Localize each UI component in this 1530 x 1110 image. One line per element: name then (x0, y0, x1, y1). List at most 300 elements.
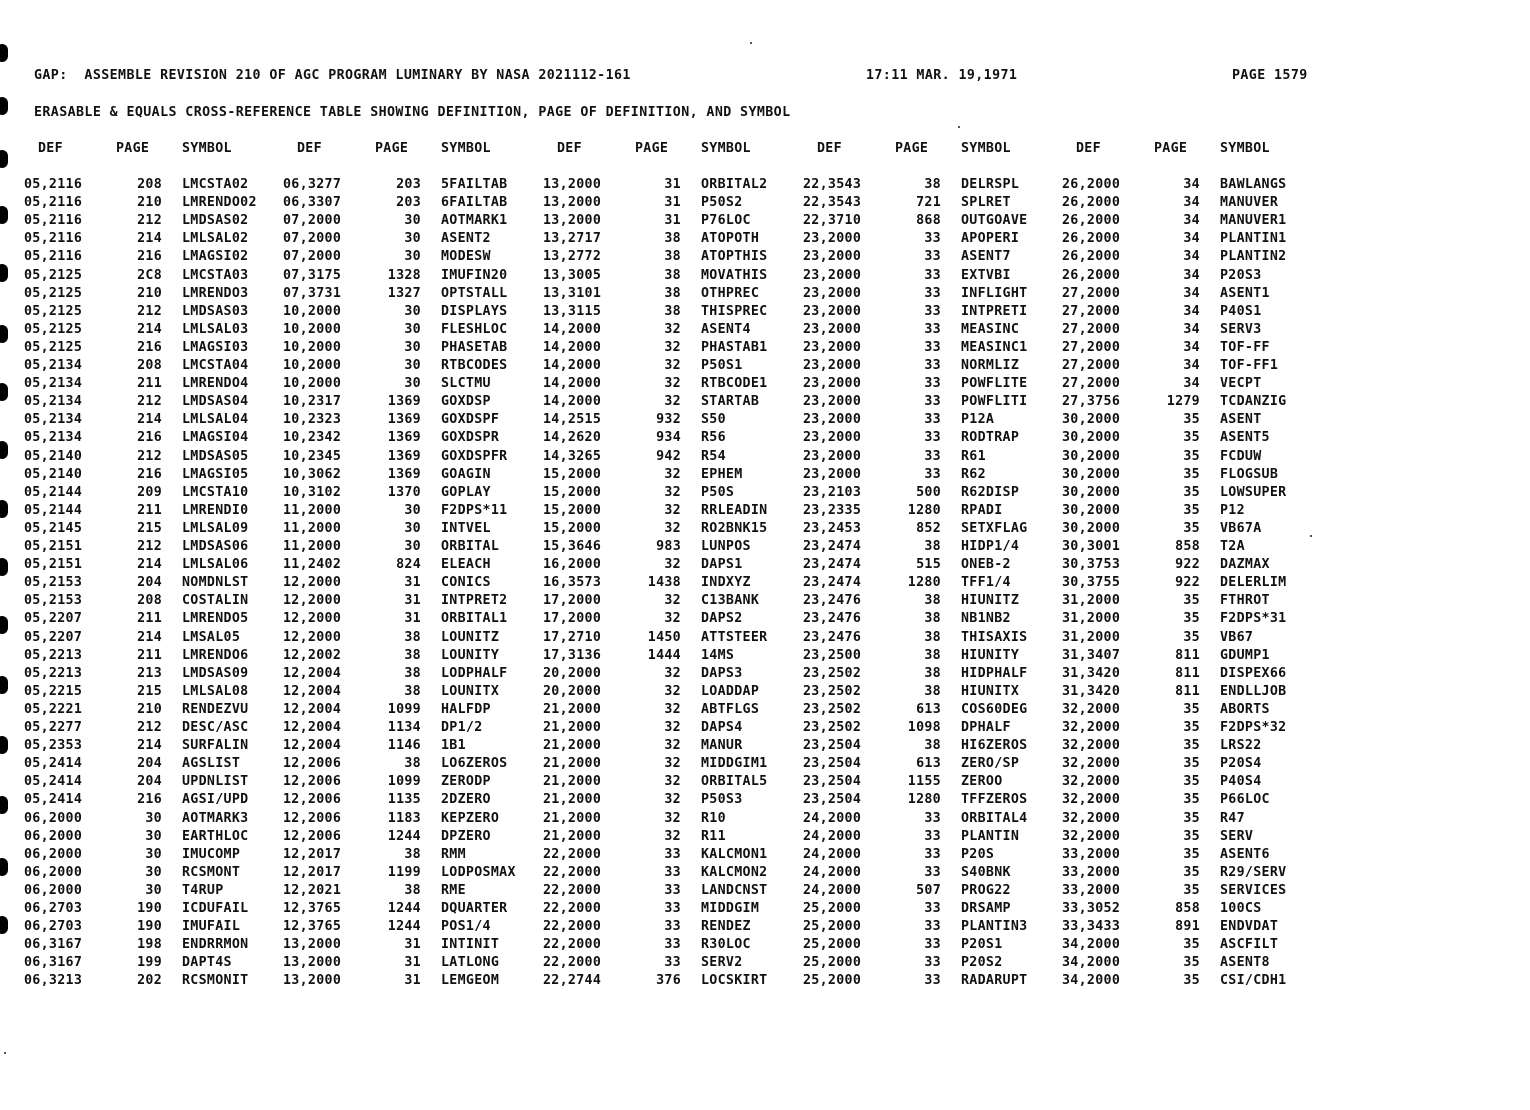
def-cell: 05,2151 (24, 557, 83, 573)
symbol-cell: P20S3 (1220, 267, 1262, 283)
page-cell: 204 (137, 575, 162, 591)
page-cell: 613 (916, 701, 941, 717)
def-cell: 21,2000 (543, 738, 602, 754)
page-cell: 33 (924, 249, 941, 265)
page-cell: 212 (137, 394, 162, 410)
def-cell: 27,2000 (1062, 285, 1121, 301)
symbol-cell: POWFLITE (961, 376, 1028, 392)
symbol-cell: R62 (961, 466, 986, 482)
page-cell: 613 (916, 756, 941, 772)
page-cell: 34 (1183, 195, 1200, 211)
page-cell: 1134 (387, 720, 421, 735)
symbol-cell: MODESW (441, 249, 491, 265)
symbol-cell: ENDRRMON (182, 937, 249, 953)
symbol-cell: POS1/4 (441, 919, 491, 935)
page-cell: 1098 (907, 720, 941, 735)
page-cell: 35 (1183, 412, 1200, 428)
page-cell: 32 (664, 339, 681, 355)
page-cell: 31 (664, 195, 681, 211)
def-cell: 14,2000 (543, 339, 602, 355)
symbol-cell: RTBCODE1 (701, 376, 768, 392)
def-cell: 23,2474 (803, 557, 862, 573)
def-cell: 23,2504 (803, 792, 862, 808)
page-cell: 1450 (647, 629, 681, 645)
symbol-cell: 14MS (701, 647, 735, 663)
page-cell: 1444 (647, 647, 681, 663)
symbol-cell: HIUNITY (961, 647, 1020, 663)
def-cell: 06,2000 (24, 828, 83, 844)
def-cell: 26,2000 (1062, 177, 1121, 192)
page-cell: 1327 (387, 285, 421, 301)
def-cell: 05,2215 (24, 683, 83, 699)
def-cell: 30,2000 (1062, 520, 1121, 536)
def-cell: 13,2000 (283, 937, 342, 953)
symbol-cell: RCSMONT (182, 864, 241, 880)
def-cell: 12,2004 (283, 683, 342, 699)
symbol-cell: EXTVBI (961, 267, 1011, 283)
symbol-cell: INTINIT (441, 937, 500, 953)
def-cell: 23,2500 (803, 647, 862, 663)
column-header-symbol: SYMBOL (961, 141, 1011, 156)
page-cell: 38 (664, 303, 681, 319)
symbol-cell: LMLSAL06 (182, 557, 249, 573)
page-cell: 30 (404, 303, 421, 319)
page-cell: 1279 (1166, 394, 1200, 410)
page-cell: 34 (1183, 231, 1200, 247)
symbol-cell: RADARUPT (961, 973, 1028, 989)
symbol-cell: P50S (701, 484, 735, 500)
page-cell: 811 (1175, 665, 1200, 681)
symbol-cell: AOTMARK1 (441, 213, 508, 229)
page-cell: 216 (137, 339, 162, 355)
page-cell: 203 (396, 177, 421, 192)
def-cell: 23,2476 (803, 593, 862, 609)
def-cell: 12,2004 (283, 720, 342, 735)
def-cell: 24,2000 (803, 828, 862, 844)
symbol-cell: LMAGSI04 (182, 430, 249, 446)
def-cell: 22,2000 (543, 955, 602, 971)
page-cell: 33 (664, 937, 681, 953)
column-header-def: DEF (38, 141, 63, 156)
def-cell: 21,2000 (543, 792, 602, 808)
symbol-cell: EPHEM (701, 466, 743, 482)
page-cell: 32 (664, 738, 681, 754)
def-cell: 07,3731 (283, 285, 342, 301)
page-cell: 1099 (387, 701, 421, 717)
symbol-cell: LUNPOS (701, 539, 751, 554)
symbol-cell: RCSMONIT (182, 973, 249, 989)
def-cell: 26,2000 (1062, 195, 1121, 211)
symbol-cell: INTPRETI (961, 303, 1028, 319)
def-cell: 22,2744 (543, 973, 602, 989)
page-cell: 211 (137, 647, 162, 663)
symbol-cell: ELEACH (441, 557, 491, 573)
def-cell: 05,2140 (24, 466, 83, 482)
def-cell: 10,2000 (283, 339, 342, 355)
symbol-cell: MOVATHIS (701, 267, 768, 283)
symbol-cell: LMCSTA03 (182, 267, 249, 283)
def-cell: 06,3213 (24, 973, 83, 989)
def-cell: 23,2335 (803, 502, 862, 518)
header-title: GAP: ASSEMBLE REVISION 210 OF AGC PROGRAM LUMINARY BY NASA 2021112-161 (34, 68, 631, 83)
page-cell: 811 (1175, 647, 1200, 663)
symbol-cell: ONEB-2 (961, 557, 1011, 573)
def-cell: 12,2000 (283, 593, 342, 609)
page-cell: 204 (137, 774, 162, 790)
page-cell: 211 (137, 376, 162, 392)
def-cell: 05,2353 (24, 738, 83, 754)
def-cell: 12,2000 (283, 611, 342, 627)
def-cell: 05,2221 (24, 701, 83, 717)
def-cell: 17,3136 (543, 647, 602, 663)
def-cell: 25,2000 (803, 901, 862, 916)
def-cell: 23,2502 (803, 720, 862, 735)
symbol-cell: FLOGSUB (1220, 466, 1279, 482)
page-cell: 32 (664, 557, 681, 573)
page-cell: 32 (664, 520, 681, 536)
def-cell: 30,2000 (1062, 502, 1121, 518)
def-cell: 16,3573 (543, 575, 602, 591)
page-cell: 34 (1183, 358, 1200, 373)
def-cell: 23,2000 (803, 231, 862, 247)
def-cell: 23,2000 (803, 267, 862, 283)
def-cell: 24,2000 (803, 864, 862, 880)
def-cell: 07,3175 (283, 267, 342, 283)
def-cell: 27,2000 (1062, 339, 1121, 355)
symbol-cell: FCDUW (1220, 448, 1262, 464)
symbol-cell: AOTMARK3 (182, 810, 249, 826)
page-cell: 891 (1175, 919, 1200, 935)
page-cell: 35 (1183, 792, 1200, 808)
page-cell: 38 (924, 683, 941, 699)
page-cell: 31 (404, 973, 421, 989)
page-cell: 34 (1183, 249, 1200, 265)
page-cell: 33 (664, 955, 681, 971)
symbol-cell: DAPS4 (701, 720, 743, 735)
symbol-cell: LMLSAL08 (182, 683, 249, 699)
def-cell: 23,2000 (803, 430, 862, 446)
page-cell: 1369 (387, 412, 421, 428)
page-cell: 1328 (387, 267, 421, 283)
page-cell: 38 (924, 738, 941, 754)
def-cell: 21,2000 (543, 756, 602, 772)
page-cell: 31 (664, 177, 681, 192)
symbol-cell: ATOPOTH (701, 231, 760, 247)
symbol-cell: P40S4 (1220, 774, 1262, 790)
symbol-cell: RO2BNK15 (701, 520, 768, 536)
page-cell: 33 (924, 231, 941, 247)
def-cell: 11,2402 (283, 557, 342, 573)
def-cell: 10,3062 (283, 466, 342, 482)
def-cell: 12,2004 (283, 738, 342, 754)
def-cell: 20,2000 (543, 683, 602, 699)
symbol-cell: LMLSAL09 (182, 520, 249, 536)
def-cell: 20,2000 (543, 665, 602, 681)
symbol-cell: R47 (1220, 810, 1245, 826)
def-cell: 24,2000 (803, 882, 862, 898)
page-cell: 31 (404, 937, 421, 953)
def-cell: 05,2116 (24, 231, 83, 247)
column-header-def: DEF (557, 141, 582, 156)
symbol-cell: P50S3 (701, 792, 743, 808)
symbol-cell: ABTFLGS (701, 701, 760, 717)
page-cell: 33 (664, 901, 681, 916)
page-cell: 1199 (387, 864, 421, 880)
def-cell: 10,2000 (283, 303, 342, 319)
symbol-cell: R10 (701, 810, 726, 826)
page-cell: 1244 (387, 919, 421, 935)
def-cell: 14,3265 (543, 448, 602, 464)
page-cell: 212 (137, 539, 162, 554)
page-cell: 1155 (907, 774, 941, 790)
def-cell: 27,2000 (1062, 358, 1121, 373)
def-cell: 05,2125 (24, 339, 83, 355)
page-cell: 213 (137, 665, 162, 681)
page-cell: 1135 (387, 792, 421, 808)
symbol-cell: P76LOC (701, 213, 751, 229)
page-cell: 211 (137, 611, 162, 627)
symbol-cell: LOADDAP (701, 683, 760, 699)
def-cell: 12,2004 (283, 701, 342, 717)
def-cell: 33,2000 (1062, 882, 1121, 898)
symbol-cell: P12A (961, 412, 995, 428)
symbol-cell: MIDDGIM (701, 901, 760, 916)
page-cell: 34 (1183, 321, 1200, 337)
symbol-cell: ASENT8 (1220, 955, 1270, 971)
symbol-cell: S50 (701, 412, 726, 428)
symbol-cell: LMLSAL02 (182, 231, 249, 247)
symbol-cell: CSI/CDH1 (1220, 973, 1287, 989)
symbol-cell: HIUNITX (961, 683, 1020, 699)
symbol-cell: LMRENDI0 (182, 502, 249, 518)
header-page-number: PAGE 1579 (1232, 68, 1308, 83)
page-cell: 1244 (387, 828, 421, 844)
symbol-cell: LMRENDO3 (182, 285, 249, 301)
page-cell: 852 (916, 520, 941, 536)
symbol-cell: MEASINC1 (961, 339, 1028, 355)
page-cell: 1280 (907, 792, 941, 808)
column-header-page: PAGE (375, 141, 409, 156)
symbol-cell: LMDSAS03 (182, 303, 249, 319)
def-cell: 32,2000 (1062, 720, 1121, 735)
symbol-cell: R54 (701, 448, 726, 464)
def-cell: 15,2000 (543, 520, 602, 536)
symbol-cell: ASENT7 (961, 249, 1011, 265)
page-cell: 30 (145, 810, 162, 826)
def-cell: 34,2000 (1062, 955, 1121, 971)
def-cell: 17,2000 (543, 611, 602, 627)
page-cell: 33 (924, 321, 941, 337)
def-cell: 12,2006 (283, 756, 342, 772)
symbol-cell: KEPZERO (441, 810, 500, 826)
symbol-cell: DELRSPL (961, 177, 1020, 192)
def-cell: 30,2000 (1062, 448, 1121, 464)
page-cell: 33 (924, 919, 941, 935)
def-cell: 10,2317 (283, 394, 342, 410)
page-cell: 922 (1175, 575, 1200, 591)
symbol-cell: ORBITAL (441, 539, 500, 554)
def-cell: 27,2000 (1062, 321, 1121, 337)
symbol-cell: EARTHLOC (182, 828, 249, 844)
page-cell: 33 (924, 430, 941, 446)
symbol-cell: KALCMON2 (701, 864, 768, 880)
page-cell: 35 (1183, 756, 1200, 772)
page-cell: 32 (664, 358, 681, 373)
def-cell: 12,3765 (283, 901, 342, 916)
symbol-cell: TOF-FF (1220, 339, 1270, 355)
def-cell: 12,2002 (283, 647, 342, 663)
def-cell: 05,2134 (24, 412, 83, 428)
def-cell: 14,2000 (543, 376, 602, 392)
page-cell: 35 (1183, 611, 1200, 627)
def-cell: 31,2000 (1062, 629, 1121, 645)
def-cell: 21,2000 (543, 828, 602, 844)
symbol-cell: LMRENDO02 (182, 195, 257, 211)
page-cell: 214 (137, 557, 162, 573)
def-cell: 12,2004 (283, 665, 342, 681)
page-cell: 209 (137, 484, 162, 500)
symbol-cell: R30LOC (701, 937, 751, 953)
def-cell: 32,2000 (1062, 828, 1121, 844)
def-cell: 32,2000 (1062, 810, 1121, 826)
symbol-cell: ZEROO (961, 774, 1003, 790)
def-cell: 06,2000 (24, 846, 83, 862)
page-cell: 30 (404, 539, 421, 554)
page-cell: 33 (924, 973, 941, 989)
symbol-cell: ASENT (1220, 412, 1262, 428)
symbol-cell: VB67 (1220, 629, 1254, 645)
symbol-cell: ASENT1 (1220, 285, 1270, 301)
page-cell: 38 (664, 267, 681, 283)
def-cell: 05,2151 (24, 539, 83, 554)
def-cell: 05,2144 (24, 484, 83, 500)
page-cell: 38 (404, 629, 421, 645)
page-cell: 215 (137, 683, 162, 699)
def-cell: 23,2504 (803, 774, 862, 790)
page-cell: 216 (137, 430, 162, 446)
def-cell: 13,2000 (543, 213, 602, 229)
def-cell: 23,2474 (803, 539, 862, 554)
page-cell: 932 (656, 412, 681, 428)
page-cell: 208 (137, 358, 162, 373)
symbol-cell: ENDLLJOB (1220, 683, 1287, 699)
symbol-cell: ZERO/SP (961, 756, 1020, 772)
page-cell: 34 (1183, 177, 1200, 192)
page-cell: 30 (404, 321, 421, 337)
def-cell: 30,2000 (1062, 484, 1121, 500)
symbol-cell: DAPT4S (182, 955, 232, 971)
def-cell: 05,2277 (24, 720, 83, 735)
def-cell: 24,2000 (803, 810, 862, 826)
def-cell: 15,3646 (543, 539, 602, 554)
page-cell: 35 (1183, 864, 1200, 880)
page-cell: 212 (137, 720, 162, 735)
page-cell: 38 (404, 846, 421, 862)
page-cell: 38 (404, 756, 421, 772)
page-cell: 2C8 (137, 267, 162, 283)
page-cell: 33 (664, 919, 681, 935)
symbol-cell: 100CS (1220, 901, 1262, 916)
def-cell: 26,2000 (1062, 231, 1121, 247)
def-cell: 05,2207 (24, 629, 83, 645)
column-header-symbol: SYMBOL (701, 141, 751, 156)
page-cell: 216 (137, 466, 162, 482)
symbol-cell: PHASETAB (441, 339, 508, 355)
def-cell: 17,2000 (543, 593, 602, 609)
page-cell: 34 (1183, 339, 1200, 355)
page-cell: 38 (404, 882, 421, 898)
symbol-cell: SERV2 (701, 955, 743, 971)
page-cell: 35 (1183, 520, 1200, 536)
page-cell: 215 (137, 520, 162, 536)
def-cell: 14,2000 (543, 394, 602, 410)
page-cell: 1438 (647, 575, 681, 591)
def-cell: 25,2000 (803, 937, 862, 953)
def-cell: 23,2000 (803, 376, 862, 392)
symbol-cell: ZERODP (441, 774, 491, 790)
def-cell: 23,2476 (803, 611, 862, 627)
def-cell: 06,2000 (24, 810, 83, 826)
page-cell: 190 (137, 901, 162, 916)
page-cell: 942 (656, 448, 681, 464)
def-cell: 30,2000 (1062, 430, 1121, 446)
page-cell: 32 (664, 720, 681, 735)
def-cell: 13,2000 (543, 195, 602, 211)
symbol-cell: VECPT (1220, 376, 1262, 392)
symbol-cell: DPHALF (961, 720, 1011, 735)
page-cell: 376 (656, 973, 681, 989)
def-cell: 31,2000 (1062, 593, 1121, 609)
symbol-cell: LOWSUPER (1220, 484, 1287, 500)
def-cell: 05,2153 (24, 593, 83, 609)
page-cell: 35 (1183, 466, 1200, 482)
page-cell: 198 (137, 937, 162, 953)
page-cell: 38 (924, 177, 941, 192)
symbol-cell: P50S1 (701, 358, 743, 373)
page-cell: 38 (924, 593, 941, 609)
symbol-cell: R61 (961, 448, 986, 464)
def-cell: 12,2006 (283, 774, 342, 790)
page-cell: 35 (1183, 720, 1200, 735)
header-timestamp: 17:11 MAR. 19,1971 (866, 68, 1018, 83)
def-cell: 12,2017 (283, 846, 342, 862)
def-cell: 23,2000 (803, 339, 862, 355)
page-cell: 33 (664, 846, 681, 862)
symbol-cell: ASENT2 (441, 231, 491, 247)
def-cell: 33,3052 (1062, 901, 1121, 916)
page-cell: 35 (1183, 810, 1200, 826)
def-cell: 12,2017 (283, 864, 342, 880)
def-cell: 05,2134 (24, 358, 83, 373)
def-cell: 22,2000 (543, 846, 602, 862)
page-cell: 38 (404, 683, 421, 699)
page-cell: 30 (404, 339, 421, 355)
def-cell: 33,2000 (1062, 864, 1121, 880)
def-cell: 22,2000 (543, 919, 602, 935)
symbol-cell: AGSLIST (182, 756, 241, 772)
symbol-cell: LMDSAS05 (182, 448, 249, 464)
def-cell: 33,2000 (1062, 846, 1121, 862)
def-cell: 05,2116 (24, 249, 83, 265)
column-header-page: PAGE (116, 141, 150, 156)
page-cell: 216 (137, 792, 162, 808)
page-cell: 1369 (387, 448, 421, 464)
def-cell: 10,2000 (283, 376, 342, 392)
symbol-cell: F2DPS*32 (1220, 720, 1287, 735)
def-cell: 13,2000 (283, 973, 342, 989)
column-header-def: DEF (1076, 141, 1101, 156)
page-cell: 1244 (387, 901, 421, 916)
